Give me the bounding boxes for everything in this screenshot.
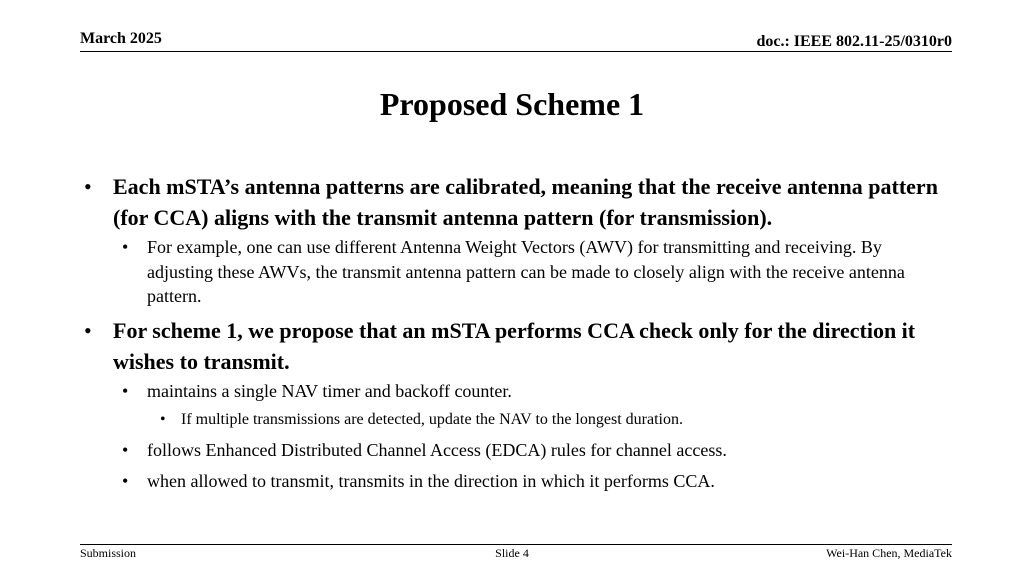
bullet-marker: • (160, 411, 166, 428)
subbullet-transmit-direction (122, 469, 944, 494)
bullet-text: Each mSTA’s antenna patterns are calibrated, meaning that the receive antenna pattern (for CCA) aligns with the transmit antenna pattern (for transmission). (113, 174, 938, 230)
bullet-calibration (84, 171, 944, 233)
bullet-scheme-1 (84, 315, 944, 377)
bullet-marker: • (122, 470, 129, 491)
subbullet-awv-example (122, 235, 944, 309)
subbullet-edca (122, 438, 944, 463)
bullet-text: For example, one can use different Antenna Weight Vectors (AWV) for transmitting and receiving. By adjusting these AWVs, the transmit antenna pattern can be made to closely align with the receive antenna pattern. (147, 237, 905, 306)
bullet-text: follows Enhanced Distributed Channel Access (EDCA) rules for channel access. (147, 440, 727, 460)
slide-content (84, 171, 944, 499)
bullet-text: when allowed to transmit, transmits in the direction in which it performs CCA. (147, 470, 715, 491)
bullet-marker: • (84, 174, 92, 199)
footer-submission: Submission (80, 546, 137, 560)
bullet-marker: • (122, 380, 129, 401)
slide-title: Proposed Scheme 1 (379, 86, 645, 122)
header-date: March 2025 (80, 30, 162, 47)
subsubbullet-longest-duration (160, 409, 944, 431)
bullet-text: maintains a single NAV timer and backoff counter. (147, 380, 512, 401)
bullet-marker: • (122, 237, 129, 257)
header-rule (80, 51, 952, 52)
bullet-marker: • (84, 317, 92, 343)
bullet-text: If multiple transmissions are detected, update the NAV to the longest duration. (181, 411, 683, 428)
footer-author: Wei-Han Chen, MediaTek (826, 546, 952, 560)
footer-slide-number: Slide 4 (495, 546, 529, 560)
footer-rule (80, 544, 952, 545)
subbullet-nav-timer (122, 379, 944, 404)
bullet-marker: • (122, 440, 129, 460)
header-doc-id: doc.: IEEE 802.11-25/0310r0 (756, 33, 952, 50)
bullet-text: For scheme 1, we propose that an mSTA performs CCA check only for the direction it wishes to transmit. (113, 317, 916, 374)
